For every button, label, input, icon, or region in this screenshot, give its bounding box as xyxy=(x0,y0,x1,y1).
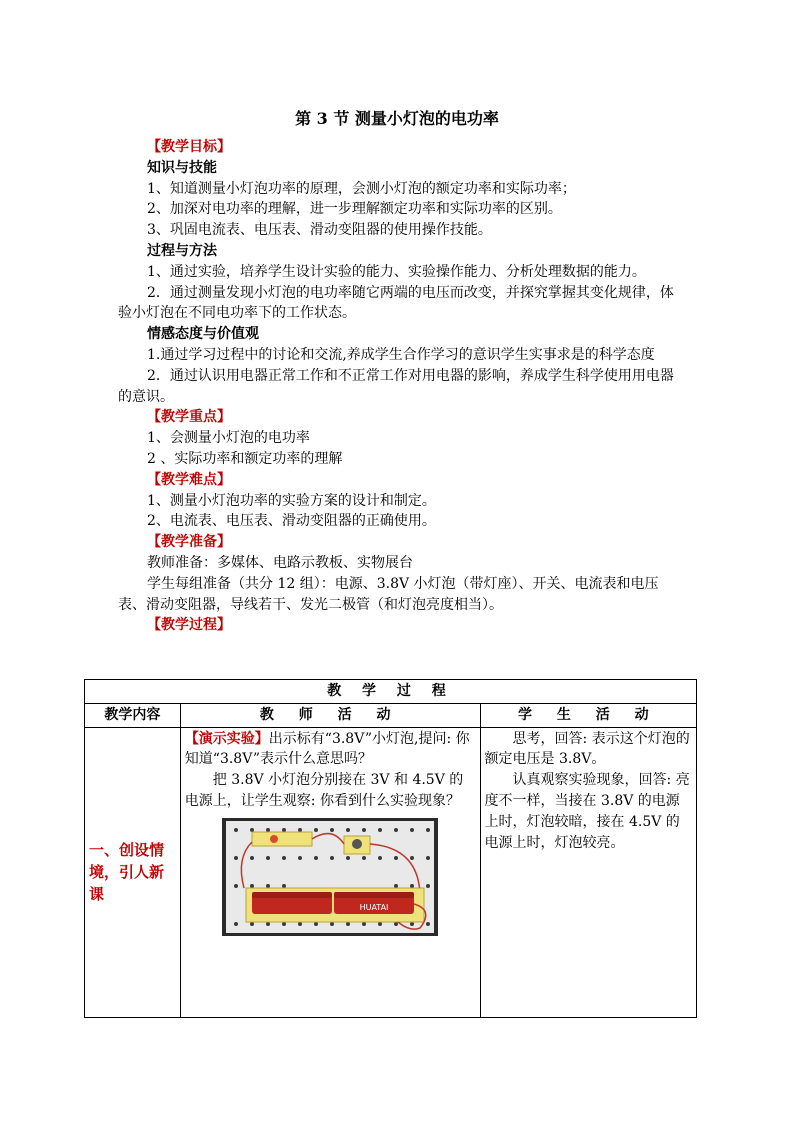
page-title: 第 3 节 测量小灯泡的电功率 xyxy=(295,109,499,128)
objectives-heading: 【教学目标】 xyxy=(147,139,231,155)
procedure-table xyxy=(84,679,697,1018)
process-item: 1、通过实验，培养学生设计实验的能力、实验操作能力、分析处理数据的能力。 xyxy=(147,263,646,280)
teacher-activity-text xyxy=(185,729,476,771)
emotion-item: 1.通过学习过程中的讨论和交流,养成学生合作学习的意识学生实事求是的科学态度 xyxy=(147,346,655,363)
keypoints-heading: 【教学重点】 xyxy=(147,409,231,426)
keypoint-item: 2 、实际功率和额定功率的理解 xyxy=(147,450,343,467)
emotion-heading: 情感态度与价值观 xyxy=(147,326,259,343)
column-header-content: 教学内容 xyxy=(85,703,181,727)
knowledge-item: 1、知道测量小灯泡功率的原理，会测小灯泡的额定功率和实际功率； xyxy=(147,180,576,197)
student-observation: 认真观察实验现象，回答: 亮度不一样，当接在 3.8V 的电源上时，灯泡较暗，接在 4.5V 的电源上时，灯泡较亮。 xyxy=(484,772,690,851)
difficulty-item: 2、电流表、电压表、滑动变阻器的正确使用。 xyxy=(147,513,436,530)
section-label: 一、创设情境，引人新课 xyxy=(85,727,181,1017)
knowledge-heading: 知识与技能 xyxy=(147,159,217,176)
teacher-activity-cell xyxy=(180,727,480,1017)
column-header-student: 学 生 活 动 xyxy=(480,703,696,727)
student-answer: 思考，回答: 表示这个灯泡的额定电压是 3.8V。 xyxy=(484,730,690,768)
knowledge-item: 2、加深对电功率的理解，进一步理解额定功率和实际功率的区别。 xyxy=(147,201,562,218)
lesson-plan-body xyxy=(118,137,682,636)
table-title: 教 学 过 程 xyxy=(85,680,697,704)
procedure-heading: 【教学过程】 xyxy=(147,617,231,634)
process-item: 2．通过测量发现小灯泡的电功率随它两端的电压而改变，并探究掌握其变化规律，体验小灯泡在不同电功率下的工作状态。 xyxy=(118,284,674,322)
difficulty-heading: 【教学难点】 xyxy=(147,471,231,488)
teacher-question: 出示标有“3.8V”小灯泡,提问: 你知道“3.8V”表示什么意思吗？ xyxy=(184,730,470,768)
keypoint-item: 1、会测量小灯泡的电功率 xyxy=(147,430,310,447)
demo-experiment-tag: 【演示实验】 xyxy=(184,730,269,747)
prep-item: 学生每组准备（共分 12 组）：电源、3.8V 小灯泡（带灯座）、开关、电流表和电压表、滑动变阻器，导线若干、发光二极管（和灯泡亮度相当）。 xyxy=(118,575,659,613)
prep-heading: 【教学准备】 xyxy=(147,534,231,551)
knowledge-item: 3、巩固电流表、电压表、滑动变阻器的使用操作技能。 xyxy=(147,222,492,239)
experiment-photo xyxy=(222,818,438,936)
process-heading: 过程与方法 xyxy=(147,242,217,259)
battery-label: HUATAI xyxy=(359,902,389,912)
prep-item: 教师准备：多媒体、电路示教板、实物展台 xyxy=(147,554,413,571)
teacher-instruction: 把 3.8V 小灯泡分别接在 3V 和 4.5V 的电源上，让学生观察: 你看到什么实验现象？ xyxy=(184,772,464,809)
difficulty-item: 1、测量小灯泡功率的实验方案的设计和制定。 xyxy=(147,492,436,509)
emotion-item: 2．通过认识用电器正常工作和不正常工作对用电器的影响，养成学生科学使用用电器的意识。 xyxy=(118,367,674,405)
column-header-teacher: 教 师 活 动 xyxy=(180,703,480,727)
student-activity-cell xyxy=(480,727,696,1017)
